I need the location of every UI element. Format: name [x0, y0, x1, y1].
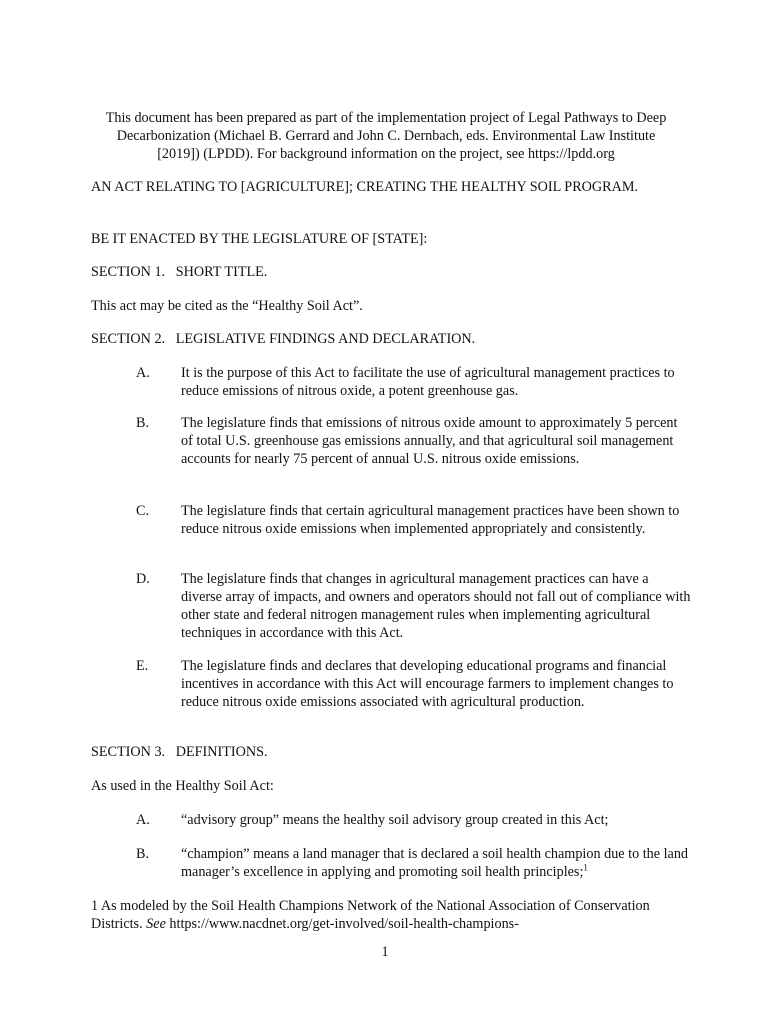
footnote-number: 1 [91, 898, 99, 914]
section-2-item-label: C. [136, 503, 150, 519]
section-3-item-label: A. [136, 812, 150, 828]
section-2-item-text: The legislature finds that certain agricultural management practices have been shown to reduce nitrous oxide emissions when implemented appropriately and consistently. [181, 503, 680, 537]
section-3-intro: As used in the Healthy Soil Act: [91, 778, 274, 794]
footnote [91, 897, 691, 933]
section-2-item-text: It is the purpose of this Act to facilitate the use of agricultural management practices to reduce emissions of nitrous oxide, a potent greenhouse gas. [181, 365, 675, 399]
act-title: AN ACT RELATING TO [AGRICULTURE]; CREATING THE HEALTHY SOIL PROGRAM. [91, 179, 639, 195]
lpdd-notice: This document has been prepared as part of the implementation project of Legal Pathways to Deep Decarbonization (Michael B. Gerrard and John C. Dernbach, eds. Environmental Law Institute [2019]) (LPDD). For background information on the project, see https://lpdd.org [105, 110, 667, 162]
section-2-item-label: D. [136, 571, 150, 587]
section-2-item-text: The legislature finds that changes in agricultural management practices can have a diverse array of impacts, and owners and operators should not fall out of compliance with other state and federal nitrogen management rules when implementing agricultural techniques in accordance with this Act. [181, 571, 691, 641]
definition-text: “champion” means a land manager that is declared a soil health champion due to the land manager’s excellence in applying and promoting soil health principles; [181, 846, 689, 880]
section-1-heading: SECTION 1. SHORT TITLE. [91, 264, 268, 280]
section-2-item-text: The legislature finds that emissions of nitrous oxide amount to approximately 5 percent of total U.S. greenhouse gas emissions annually, and that agricultural soil management accounts for nearly 75 percent of annual U.S. nitrous oxide emissions. [181, 415, 678, 467]
section-2-item-label: A. [136, 365, 150, 381]
section-3-item-text [181, 845, 691, 881]
section-3-item-label: B. [136, 846, 150, 862]
section-2-item-label: B. [136, 415, 150, 431]
enacting-clause: BE IT ENACTED BY THE LEGISLATURE OF [STATE]: [91, 231, 428, 247]
section-2-item-label: E. [136, 658, 149, 674]
section-2-item-text: The legislature finds and declares that developing educational programs and financial incentives in accordance with this Act will encourage farmers to implement changes to reduce nitrous oxide emissions associated with agricultural production. [181, 658, 674, 710]
footnote-url: https://www.nacdnet.org/get-involved/soil-health-champions- [165, 916, 519, 932]
footnote-text: As modeled by the Soil Health Champions Network of the National Association of Conservation Districts. [91, 898, 650, 932]
section-1-text: This act may be cited as the “Healthy Soil Act”. [91, 298, 363, 314]
footnote-reference[interactable]: 1 [583, 862, 588, 873]
footnote-signal: See [146, 916, 166, 932]
section-3-heading: SECTION 3. DEFINITIONS. [91, 744, 268, 760]
section-3-item-text: “advisory group” means the healthy soil advisory group created in this Act; [181, 812, 609, 828]
page-number: 1 [381, 944, 389, 960]
section-2-heading: SECTION 2. LEGISLATIVE FINDINGS AND DECLARATION. [91, 331, 476, 347]
